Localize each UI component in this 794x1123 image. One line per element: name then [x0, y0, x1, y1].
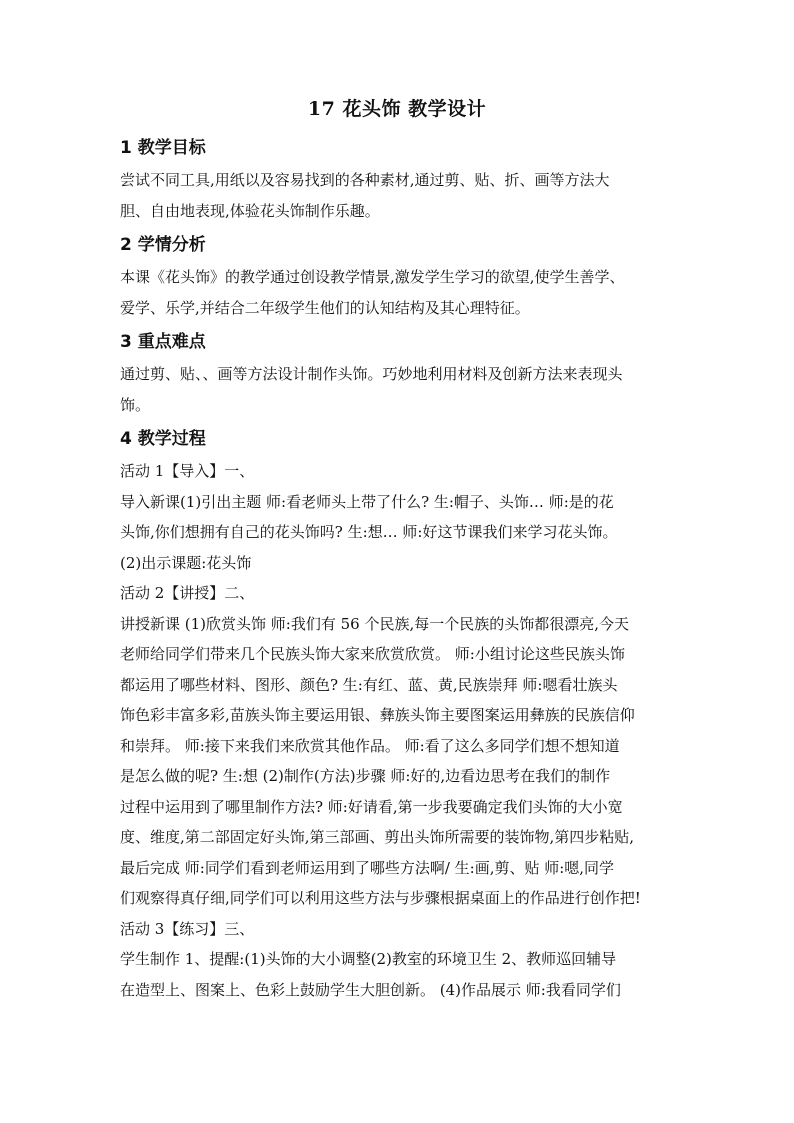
- document-title: 17 花头饰 教学设计: [307, 98, 487, 120]
- paragraph-line: 导入新课(1)引出主题 师:看老师头上带了什么? 生:帽子、头饰… 师:是的花: [120, 492, 614, 511]
- paragraph-line: 通过剪、贴、、画等方法设计制作头饰。巧妙地利用材料及创新方法来表现头: [120, 365, 623, 383]
- paragraph-line: 饰。: [120, 395, 151, 414]
- paragraph-line: 最后完成 师:同学们看到老师运用到了哪些方法啊/ 生:画,剪、贴 师:嗯,同学: [120, 858, 615, 877]
- paragraph-line: 过程中运用到了哪里制作方法? 师:好请看,第一步我要确定我们头饰的大小宽: [120, 797, 623, 816]
- section-teaching-goals: [120, 131, 680, 226]
- paragraph-line: 老师给同学们带来几个民族头饰大家来欣赏欣赏。 师:小组讨论这些民族头饰: [120, 645, 625, 663]
- paragraph-line: 度、维度,第二部固定好头饰,第三部画、剪出头饰所需要的装饰物,第四步粘贴,: [120, 828, 635, 846]
- paragraph-line: 们观察得真仔细,同学们可以利用这些方法与步骤根据桌面上的作品进行创作把!: [120, 889, 641, 907]
- activity-heading: 活动 1【导入】一、: [120, 462, 255, 480]
- paragraph-line: 爱学、乐学,并结合二年级学生他们的认知结构及其心理特征。: [120, 298, 530, 317]
- section-heading: 4 教学过程: [120, 429, 206, 449]
- paragraph-line: (2)出示课题:花头饰: [120, 553, 252, 572]
- paragraph-line: 头饰,你们想拥有自己的花头饰吗? 生:想… 师:好这节课我们来学习花头饰。: [120, 523, 618, 541]
- section-key-points: [120, 325, 680, 420]
- section-heading: 1 教学目标: [120, 138, 206, 158]
- paragraph-line: 学生制作 1、提醒:(1)头饰的大小调整(2)教室的环境卫生 2、教师巡回辅导: [120, 950, 617, 968]
- section-heading: 2 学情分析: [120, 235, 206, 255]
- section-teaching-process: [120, 422, 680, 1005]
- section-learner-analysis: [120, 228, 680, 323]
- section-heading: 3 重点难点: [120, 332, 206, 352]
- activity-heading: 活动 2【讲授】二、: [120, 584, 255, 602]
- paragraph-line: 和崇拜。 师:接下来我们来欣赏其他作品。 师:看了这么多同学们想不想知道: [120, 736, 620, 755]
- paragraph-line: 胆、自由地表现,体验花头饰制作乐趣。: [120, 201, 380, 220]
- paragraph-line: 都运用了哪些材料、图形、颜色? 生:有红、蓝、黄,民族崇拜 师:嗯看壮族头: [120, 675, 618, 694]
- document-body: [120, 131, 680, 1005]
- paragraph-line: 饰色彩丰富多彩,苗族头饰主要运用银、彝族头饰主要图案运用彝族的民族信仰: [120, 706, 635, 724]
- activity-heading: 活动 3【练习】三、: [120, 919, 255, 938]
- paragraph-line: 尝试不同工具,用纸以及容易找到的各种素材,通过剪、贴、折、画等方法大: [120, 171, 610, 189]
- paragraph-line: 是怎么做的呢? 生:想 (2)制作(方法)步骤 师:好的,边看边思考在我们的制作: [120, 767, 611, 785]
- paragraph-line: 讲授新课 (1)欣赏头饰 师:我们有 56 个民族,每一个民族的头饰都很漂亮,今天: [120, 614, 629, 633]
- paragraph-line: 在造型上、图案上、色彩上鼓励学生大胆创新。 (4)作品展示 师:我看同学们: [120, 980, 621, 999]
- paragraph-line: 本课《花头饰》的教学通过创设教学情景,激发学生学习的欲望,使学生善学、: [120, 268, 625, 286]
